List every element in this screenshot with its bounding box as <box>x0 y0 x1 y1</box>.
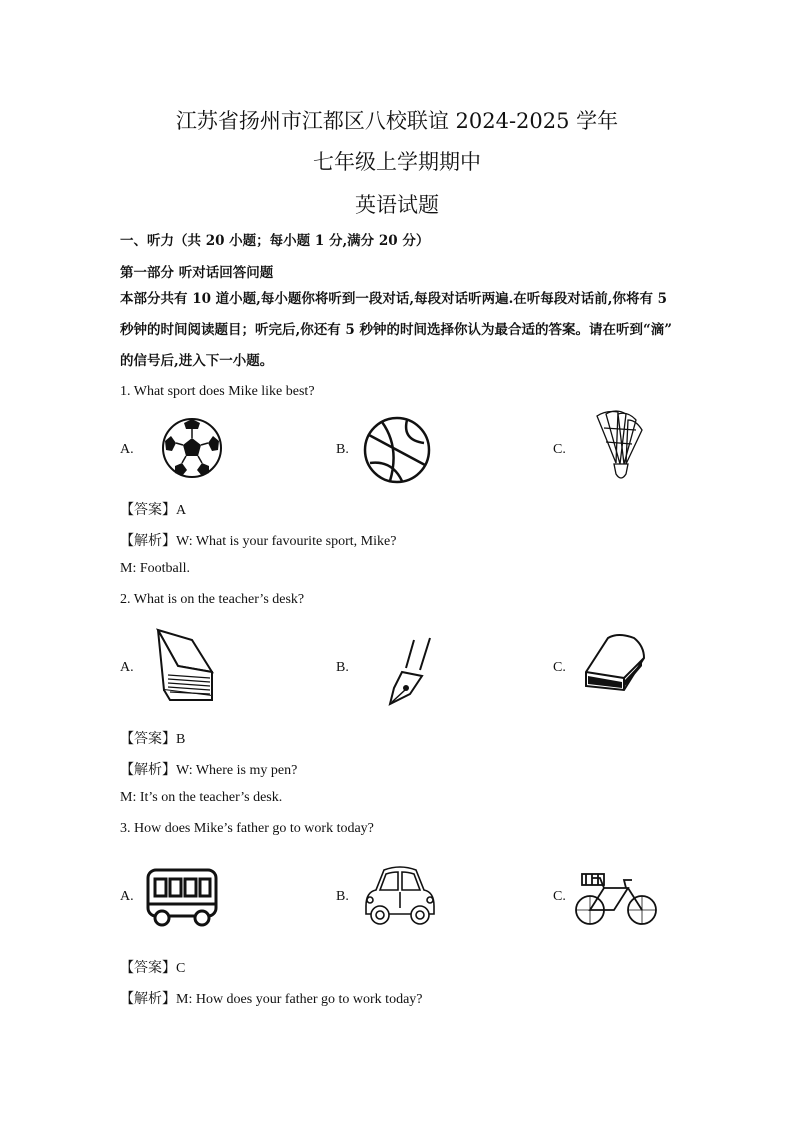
instructions-line: 的信号后,进入下一小题。 <box>120 353 274 369</box>
option-a-label: A. <box>120 442 134 457</box>
answer-1: 【答案】A <box>120 503 187 518</box>
question-2: 2. What is on the teacher’s desk? <box>120 592 305 607</box>
question-1: 1. What sport does Mike like best? <box>120 384 315 399</box>
question-3: 3. How does Mike’s father go to work today? <box>120 821 374 836</box>
doc-title-line1: 江苏省扬州市江都区八校联谊 2024-2025 学年 <box>175 109 619 133</box>
pen-icon <box>384 632 436 708</box>
doc-title-line3: 英语试题 <box>355 193 439 217</box>
reply-2: M: It’s on the teacher’s desk. <box>120 790 283 805</box>
option-b-label: B. <box>336 889 349 904</box>
football-icon <box>160 416 224 480</box>
section-heading: 一、听力（共 20 小题；每小题 1 分,满分 20 分） <box>120 233 430 249</box>
bicycle-icon <box>574 868 658 928</box>
instructions-line: 本部分共有 10 道小题,每小题你将听到一段对话,每段对话听两遍.在听每段对话前,你将有 5 <box>120 291 668 307</box>
analysis-1: 【解析】W: What is your favourite sport, Mike? <box>120 534 397 549</box>
book-icon <box>152 626 218 704</box>
doc-title-line2: 七年级上学期期中 <box>313 150 481 174</box>
answer-2: 【答案】B <box>120 732 186 747</box>
instructions-line: 秒钟的时间阅读题目；听完后,你还有 5 秒钟的时间选择你认为最合适的答案。请在听到“滴” <box>120 322 673 338</box>
answer-3: 【答案】C <box>120 961 186 976</box>
option-c-label: C. <box>553 660 566 675</box>
analysis-3: 【解析】M: How does your father go to work today? <box>120 992 423 1007</box>
shuttlecock-icon <box>592 408 652 488</box>
eraser-icon <box>578 632 650 700</box>
reply-1: M: Football. <box>120 561 191 576</box>
basketball-icon <box>362 415 432 485</box>
part-heading: 第一部分 听对话回答问题 <box>120 265 274 281</box>
option-a-label: A. <box>120 660 134 675</box>
option-b-label: B. <box>336 660 349 675</box>
option-a-label: A. <box>120 889 134 904</box>
option-c-label: C. <box>553 889 566 904</box>
analysis-2: 【解析】W: Where is my pen? <box>120 763 298 778</box>
option-b-label: B. <box>336 442 349 457</box>
car-icon <box>362 862 438 932</box>
option-c-label: C. <box>553 442 566 457</box>
instructions <box>120 284 680 377</box>
bus-icon <box>144 866 220 928</box>
